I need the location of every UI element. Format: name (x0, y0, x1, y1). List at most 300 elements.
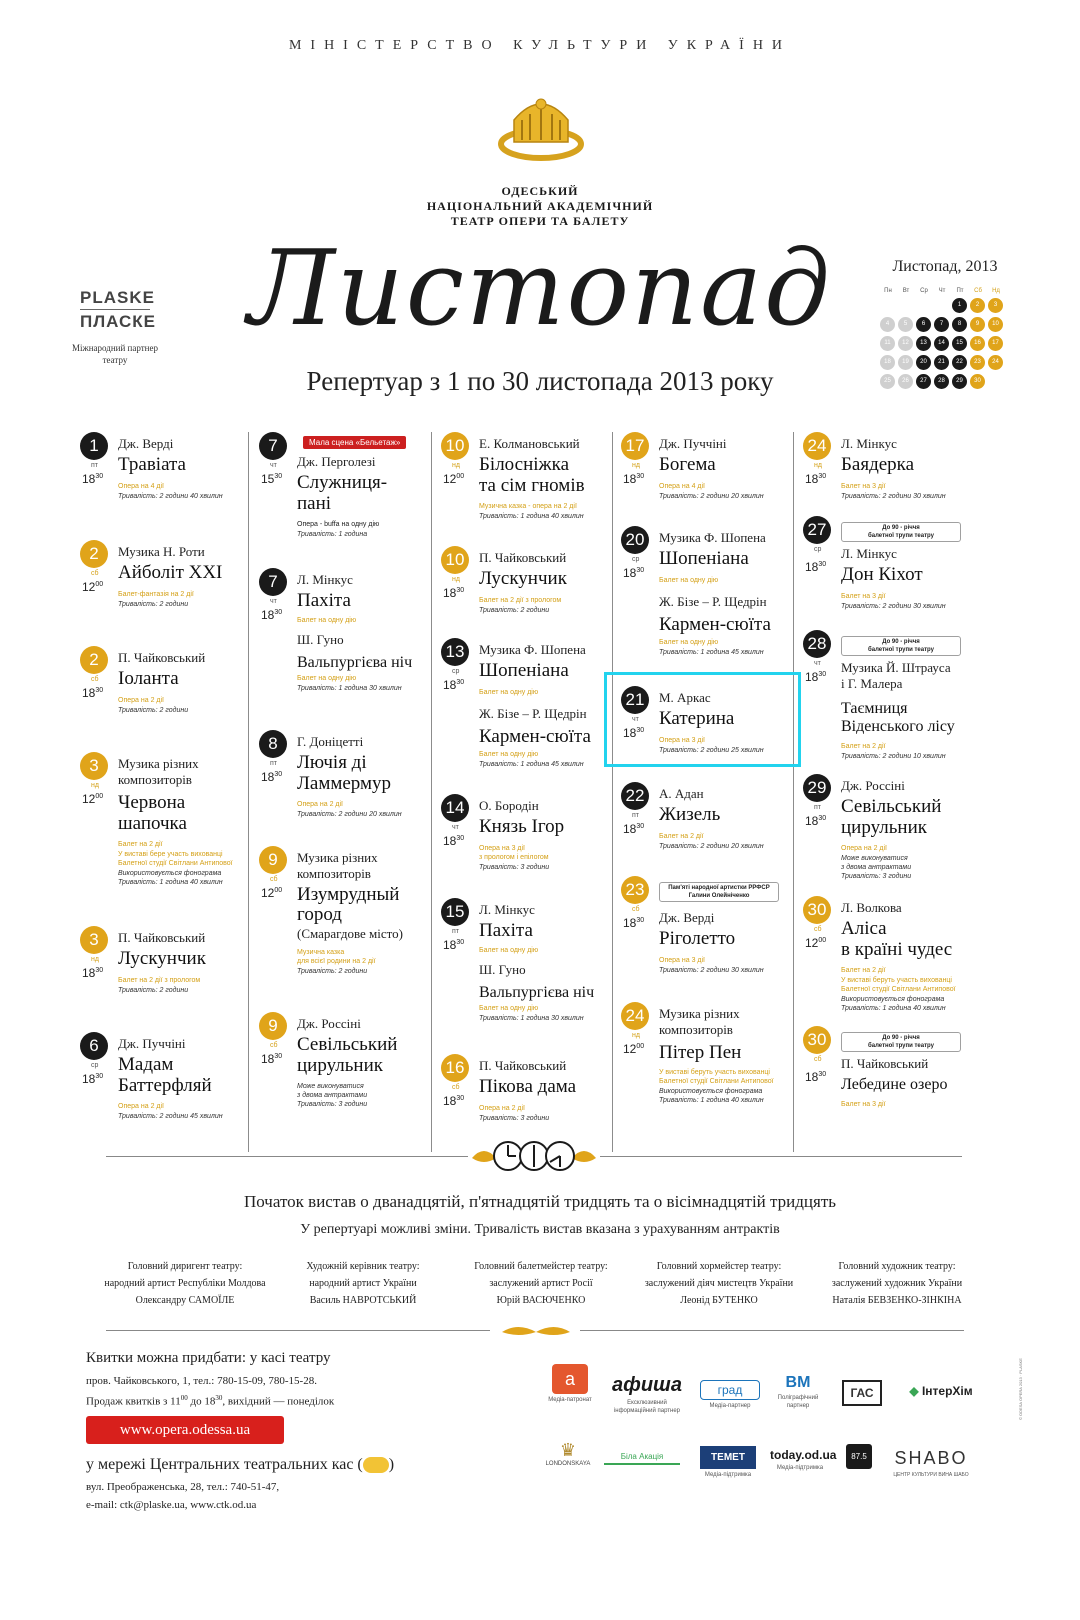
duration: Тривалість: 1 година 40 хвилин (841, 1005, 946, 1012)
composer: О. Бородін (479, 798, 539, 813)
genre: Опера на 3 дії (659, 957, 705, 964)
date-badge: 10 (441, 432, 469, 460)
sponsor-bila-akatsiya-logo: Біла Акація (604, 1452, 680, 1465)
duration: Тривалість: 2 години 30 хвилин (841, 603, 946, 610)
start-time: $12^{00}$ (261, 886, 283, 900)
performance-title: Катерина (659, 708, 735, 729)
start-time: $18^{30}$ (805, 1070, 827, 1084)
month-title: Листопад (247, 227, 833, 349)
date-badge: 23 (621, 876, 649, 904)
performance-title: Пітер Пен (659, 1042, 742, 1063)
sponsor-today-logo: today.od.ua Медіа-підтримка (770, 1448, 837, 1471)
performance-title: Айболіт ХХІ (118, 562, 223, 583)
composer: Дж. Пуччіні (659, 436, 727, 451)
calendar-weekday: Пт (956, 288, 964, 294)
weekday-label: ср (814, 546, 822, 553)
date-badge: 30 (803, 1026, 831, 1054)
ticket-title: Квитки можна придбати: у касі театру (86, 1350, 331, 1366)
start-time: $18^{30}$ (261, 608, 283, 622)
plaske-logo (80, 287, 156, 332)
duration: Тривалість: 2 години (479, 607, 550, 614)
genre: Балет на одну дію (659, 639, 719, 646)
calendar-day: 9 (970, 317, 985, 332)
duration: Тривалість: 2 години (118, 707, 189, 714)
date-badge: 7 (259, 432, 287, 460)
start-time: $18^{30}$ (623, 822, 645, 836)
calendar-day: 8 (952, 317, 967, 332)
composer: Л. Мінкус (841, 546, 897, 561)
date-badge: 2 (80, 540, 108, 568)
start-time: $18^{30}$ (805, 472, 827, 486)
start-times-note: Початок вистав о дванадцятій, п'ятнадцятій тридцять та о вісімнадцятій тридцять (243, 1192, 837, 1211)
note: Балетної студії Світлани Антипової (118, 860, 233, 867)
start-time: $18^{30}$ (82, 966, 104, 980)
duration: Тривалість: 2 години (297, 968, 368, 975)
theatre-name-line3: ТЕАТР ОПЕРИ ТА БАЛЕТУ (450, 214, 630, 228)
composer: Дж. Россіні (297, 1016, 361, 1031)
start-time: $18^{30}$ (443, 834, 465, 848)
calendar-day: 21 (934, 355, 949, 370)
performance-title: Дон Кіхот (841, 564, 923, 585)
note: з двома антрактами (841, 864, 912, 871)
performance-title: Пахіта (479, 920, 533, 941)
note: Балетної студії Світлани Антипової (841, 986, 956, 993)
calendar-day: 18 (880, 355, 895, 370)
weekday-label: пт (270, 760, 277, 767)
ticket-network-title: у мережі Центральних театральних кас ( ) (86, 1456, 395, 1473)
performance-title-line2: Віденського лісу (841, 718, 955, 735)
schedule-column-2 (259, 432, 439, 1172)
date-badge: 22 (621, 782, 649, 810)
performance-title: Шопеніана (479, 660, 569, 681)
calendar-day: 13 (916, 336, 931, 351)
composer: П. Чайковський (479, 550, 567, 565)
composer-line2: і Г. Малера (841, 676, 903, 691)
composer: Л. Мінкус (479, 902, 535, 917)
genre: Балет на 3 дії (841, 593, 886, 600)
ticket-info (86, 1350, 526, 1411)
performance-title: Лебедине озеро (841, 1076, 948, 1093)
date-badge: 9 (259, 846, 287, 874)
performance-title-line2: пані (297, 493, 332, 514)
calendar-weekday: Ср (920, 288, 928, 294)
genre: Опера на 2 дії (479, 1105, 525, 1112)
performance-title: Севільський (841, 796, 942, 817)
genre: Музична казка - опера на 2 дії (479, 503, 577, 510)
calendar-day: 2 (970, 298, 985, 313)
genre: Балет на одну дію (479, 947, 539, 954)
note: Може виконуватися (841, 855, 908, 862)
weekday-label: сб (270, 876, 278, 883)
duration: Тривалість: 3 години (297, 1101, 368, 1108)
genre: Балет-фантазія на 2 дії (118, 591, 194, 598)
weekday-label: нд (452, 462, 460, 469)
duration: Тривалість: 2 години 25 хвилин (659, 747, 764, 754)
calendar-day: 30 (970, 374, 985, 389)
weekday-label: сб (91, 570, 99, 577)
plaske-logo-latin: PLASKE (80, 288, 155, 307)
date-badge: 21 (621, 686, 649, 714)
start-time: $18^{30}$ (623, 916, 645, 930)
theatre-name (0, 184, 1080, 229)
duration: Тривалість: 2 години (118, 601, 189, 608)
sponsor-radio-logo: 87.5 (846, 1444, 872, 1469)
composer: Ш. Гуно (297, 632, 344, 647)
schedule-column-3 (441, 432, 621, 1172)
calendar-day: 4 (880, 317, 895, 332)
duration: Тривалість: 1 година 45 хвилин (479, 761, 584, 768)
calendar-grid (880, 288, 1010, 389)
start-time: $15^{30}$ (261, 472, 283, 486)
calendar-day: 3 (988, 298, 1003, 313)
date-badge: 30 (803, 896, 831, 924)
genre: Опера - buffa на одну дію (297, 521, 380, 528)
start-time: $12^{00}$ (82, 580, 104, 594)
performance-title: Севільський (297, 1034, 398, 1055)
date-badge: 16 (441, 1054, 469, 1082)
ticket-network-email[interactable]: e-mail: ctk@plaske.ua, www.ctk.od.ua (86, 1499, 257, 1511)
performance-title: Лючія ді (297, 752, 367, 773)
sponsor-gas-logo: ГАС (842, 1380, 882, 1406)
performance-title-line2: цирульник (297, 1055, 383, 1076)
performance-title: Служниця- (297, 472, 388, 493)
plaske-logo-cyrillic: ПЛАСКЕ (80, 312, 156, 331)
composer-line2: композиторів (118, 772, 192, 787)
performance-title: Жизель (659, 804, 721, 825)
date-badge: 20 (621, 526, 649, 554)
duration: Тривалість: 2 години 30 хвилин (659, 967, 764, 974)
duration: Тривалість: 3 години (841, 873, 912, 880)
genre: Балет на 2 дії (841, 743, 886, 750)
performance-title: Ріголетто (659, 928, 736, 949)
weekday-label: сб (632, 906, 640, 913)
composer: Дж. Пуччіні (118, 1036, 186, 1051)
weekday-label: пт (814, 804, 821, 811)
composer: Л. Мінкус (841, 436, 897, 451)
genre: Опера на 2 дії (841, 845, 887, 852)
composer: Е. Колмановський (479, 436, 580, 451)
date-badge: 14 (441, 794, 469, 822)
sponsor-shabo-logo: SHABO ЦЕНТР КУЛЬТУРИ ВИНА ШАБО (893, 1448, 969, 1478)
weekday-label: чт (632, 716, 639, 723)
theatre-emblem (496, 86, 586, 168)
weekday-label: сб (452, 1084, 460, 1091)
duration: Тривалість: 2 години 20 хвилин (659, 843, 764, 850)
dedication-tag: Пам'яті народної артистки РРФСР Галини Олейніченко (659, 882, 779, 902)
performance-title: Вальпургієва ніч (479, 984, 595, 1001)
calendar-weekday: Нд (992, 288, 1000, 294)
weekday-label: сб (270, 1042, 278, 1049)
sponsor-temet-logo: ТЕМЕТ Медіа-підтримка (700, 1446, 756, 1479)
start-time: $18^{30}$ (82, 472, 104, 486)
sponsor-afisha-logo: афиша Ексклюзивний інформаційний партнер (612, 1374, 682, 1414)
duration: Тривалість: 3 години (479, 1115, 550, 1122)
note: У виставі бере участь вихованці (118, 851, 223, 858)
note: Використовується фонограма (841, 996, 945, 1003)
date-badge: 13 (441, 638, 469, 666)
calendar-weekday: Сб (974, 288, 982, 294)
calendar-day: 22 (952, 355, 967, 370)
performance-title: Изумрудный (297, 884, 400, 905)
start-time: $18^{30}$ (623, 726, 645, 740)
weekday-label: чт (270, 598, 277, 605)
sponsor-interhim-logo: ◆ ІнтерХім (909, 1384, 973, 1398)
duration: Тривалість: 1 година (297, 531, 368, 538)
composer: Ж. Бізе – Р. Щедрін (479, 706, 587, 721)
duration: Тривалість: 2 години (118, 987, 189, 994)
calendar-day: 15 (952, 336, 967, 351)
calendar-day: 6 (916, 317, 931, 332)
performance-title-line2: Баттерфляй (118, 1075, 212, 1096)
duration: Тривалість: 2 години 30 хвилин (841, 493, 946, 500)
weekday-label: ср (452, 668, 460, 675)
anniversary-tag: До 90 - річчя балетної трупи театру (841, 636, 961, 656)
date-badge: 2 (80, 646, 108, 674)
staff-credit: Художній керівник театру: народний артист України Василь НАВРОТСЬКИЙ (306, 1261, 420, 1306)
duration: Тривалість: 1 година 40 хвилин (118, 879, 223, 886)
date-badge: 10 (441, 546, 469, 574)
duration: Тривалість: 1 година 40 хвилин (659, 1097, 764, 1104)
sponsor-vm-logo: ВМ Поліграфічний партнер (777, 1374, 819, 1409)
weekday-label: нд (814, 462, 822, 469)
theatre-name-line2: НАЦІОНАЛЬНИЙ АКАДЕМІЧНИЙ (426, 199, 654, 213)
performance-title: Кармен-сюїта (479, 726, 591, 747)
genre: Опера на 4 дії (118, 483, 164, 490)
genre: Балет на 2 дії (841, 967, 886, 974)
duration: Тривалість: 1 година 30 хвилин (479, 1015, 584, 1022)
calendar-day (880, 298, 895, 313)
weekday-label: пт (452, 928, 459, 935)
genre: Балет на одну дію (659, 577, 719, 584)
performance-title: Пікова дама (479, 1076, 577, 1097)
genre: Балет на одну дію (479, 1005, 539, 1012)
calendar-day: 5 (898, 317, 913, 332)
start-time: $18^{30}$ (623, 472, 645, 486)
start-time: $18^{30}$ (443, 586, 465, 600)
start-time: $12^{00}$ (805, 936, 827, 950)
repertoire-subtitle: Репертуар з 1 по 30 листопада 2013 року (306, 366, 774, 396)
start-time: $18^{30}$ (623, 566, 645, 580)
staff-credit: Головний художник театру: заслужений художник України Наталія БЕВЗЕНКО-ЗІНКІНА (831, 1261, 963, 1306)
calendar-day: 26 (898, 374, 913, 389)
date-badge: 9 (259, 1012, 287, 1040)
calendar-day (916, 298, 931, 313)
genre: Балет на 2 дії (659, 833, 704, 840)
performance-title-line2: Ламмермур (297, 773, 392, 794)
month-calendar (880, 258, 1010, 389)
calendar-day: 7 (934, 317, 949, 332)
print-info: © ODESA OPERA 2013 · PLASKE (1018, 1358, 1023, 1420)
anniversary-tag: До 90 - річчя балетної трупи театру (841, 522, 961, 542)
sponsor-londonskaya-logo: ♛ LONDONSKAYA (545, 1440, 591, 1467)
calendar-day: 20 (916, 355, 931, 370)
duration: Тривалість: 2 години 45 хвилин (118, 1113, 223, 1120)
venue-tag: Мала сцена «Бельетаж» (303, 436, 406, 449)
calendar-day: 1 (952, 298, 967, 313)
calendar-day: 24 (988, 355, 1003, 370)
calendar-day (898, 298, 913, 313)
calendar-weekday: Чт (938, 288, 946, 294)
schedule-column-5 (803, 432, 983, 1172)
date-badge: 29 (803, 774, 831, 802)
note: Балетної студії Світлани Антипової (659, 1078, 774, 1085)
sponsor-a-logo: a Медіа-патронат (540, 1364, 600, 1404)
weekday-label: ср (632, 556, 640, 563)
note: Може виконуватися (297, 1083, 364, 1090)
partner-caption: Міжнародний партнер театру (72, 343, 158, 365)
date-badge: 27 (803, 516, 831, 544)
calendar-day: 10 (988, 317, 1003, 332)
performance-title: Червона (118, 792, 186, 813)
composer: Дж. Верді (659, 910, 715, 925)
start-time: $18^{30}$ (261, 1052, 283, 1066)
divider-left (106, 1156, 468, 1157)
date-badge: 24 (621, 1002, 649, 1030)
genre: Балет на одну дію (479, 689, 539, 696)
performance-title: Мадам (118, 1054, 174, 1075)
start-time: $18^{30}$ (805, 814, 827, 828)
performance-title: Травіата (118, 454, 186, 475)
weekday-label: чт (270, 462, 277, 469)
anniversary-tag: До 90 - річчя балетної трупи театру (841, 1032, 961, 1052)
performance-title: Богема (659, 454, 716, 475)
website-link[interactable]: www.opera.odessa.ua (86, 1416, 284, 1444)
genre-line2: з прологом і епілогом (479, 854, 549, 861)
performance-title: Шопеніана (659, 548, 749, 569)
duration: Тривалість: 2 години 40 хвилин (118, 493, 223, 500)
calendar-title: Листопад, 2013 (892, 258, 998, 275)
divider-right (580, 1330, 964, 1331)
performance-title: Кармен-сюїта (659, 614, 771, 635)
genre: Музична казка (297, 949, 345, 956)
duration: Тривалість: 1 година 30 хвилин (297, 685, 402, 692)
duration: Тривалість: 2 години 20 хвилин (659, 493, 764, 500)
genre: Балет на 2 дії з прологом (479, 597, 562, 604)
date-badge: 3 (80, 752, 108, 780)
calendar-day: 12 (898, 336, 913, 351)
note: У виставі беруть участь вихованці (659, 1069, 770, 1076)
weekday-label: сб (814, 1056, 822, 1063)
selected-event-highlight (604, 672, 801, 767)
composer: Г. Доніцетті (297, 734, 364, 749)
performance-title: Баядерка (841, 454, 915, 475)
performance-title: Вальпургієва ніч (297, 654, 413, 671)
note: У виставі беруть участь вихованці (841, 977, 952, 984)
start-time: $18^{30}$ (443, 1094, 465, 1108)
schedule-column-1 (80, 432, 260, 1172)
composer: Л. Волкова (841, 900, 902, 915)
composer: Дж. Перголезі (297, 454, 376, 469)
composer: Ш. Гуно (479, 962, 526, 977)
performance-title-line2: та сім гномів (479, 475, 585, 496)
note: Використовується фонограма (659, 1088, 763, 1095)
calendar-weekday: Вт (902, 288, 910, 294)
divider-left (106, 1330, 490, 1331)
weekday-label: пт (632, 812, 639, 819)
composer: Музика Ф. Шопена (659, 530, 766, 545)
start-time: $18^{30}$ (82, 686, 104, 700)
calendar-day: 28 (934, 374, 949, 389)
composer-line2: композиторів (297, 866, 371, 881)
weekday-label: нд (91, 956, 99, 963)
calendar-day: 25 (880, 374, 895, 389)
duration: Тривалість: 1 година 45 хвилин (659, 649, 764, 656)
crown-ornament (498, 1320, 574, 1340)
start-time: $18^{30}$ (82, 1072, 104, 1086)
weekday-label: сб (814, 926, 822, 933)
start-time: $12^{00}$ (623, 1042, 645, 1056)
composer: Музика Ф. Шопена (479, 642, 586, 657)
performance-subtitle: (Смарагдове місто) (297, 926, 404, 941)
start-time: $12^{00}$ (82, 792, 104, 806)
weekday-label: чт (452, 824, 459, 831)
genre: Опера на 2 дії (118, 1103, 164, 1110)
date-badge: 28 (803, 630, 831, 658)
clocks-ornament (470, 1136, 598, 1176)
date-badge: 24 (803, 432, 831, 460)
performance-title: Пахіта (297, 590, 351, 611)
genre: Балет на 3 дії (841, 1101, 886, 1108)
composer: Дж. Россіні (841, 778, 905, 793)
performance-title: Лускунчик (479, 568, 567, 589)
performance-title: Іоланта (118, 668, 179, 689)
duration: Тривалість: 1 година 40 хвилин (479, 513, 584, 520)
genre: Балет на 3 дії (841, 483, 886, 490)
weekday-label: сб (91, 676, 99, 683)
composer: П. Чайковський (118, 650, 206, 665)
performance-title: Білосніжка (479, 454, 570, 475)
date-badge: 15 (441, 898, 469, 926)
note: Використовується фонограма (118, 870, 222, 877)
genre: Балет на 2 дії з прологом (118, 977, 201, 984)
staff-credit: Головний балетмейстер театру: заслужений артист Росії Юрій ВАСЮЧЕНКО (474, 1261, 608, 1306)
performance-title: Таємниця (841, 700, 908, 717)
date-badge: 7 (259, 568, 287, 596)
performance-title-line2: шапочка (118, 813, 187, 834)
calendar-day: 17 (988, 336, 1003, 351)
staff-credit: Головний диригент театру: народний артист Республіки Молдова Олександру САМОЇЛЕ (104, 1261, 266, 1306)
genre: Балет на 2 дії (118, 841, 163, 848)
genre: Опера на 2 дії (297, 801, 343, 808)
genre: Балет на одну дію (297, 675, 357, 682)
calendar-weekday: Пн (884, 288, 892, 294)
ticket-address: пров. Чайковського, 1, тел.: 780-15-09, 780-15-28. Продаж квитків з $11^{00}$ до $18^{30}$, вихідний — понеділок (86, 1373, 526, 1411)
genre: Балет на одну дію (479, 751, 539, 758)
calendar-day: 29 (952, 374, 967, 389)
ticket-network-address: вул. Преображенська, 28, тел.: 740-51-47, (86, 1481, 280, 1493)
start-time: $18^{30}$ (805, 670, 827, 684)
performance-title: Аліса (841, 918, 887, 939)
sponsor-grad-logo: град Медіа-партнер (700, 1380, 760, 1410)
date-badge: 3 (80, 926, 108, 954)
ticket-network-info (86, 1456, 526, 1514)
weekday-label: ср (91, 1062, 99, 1069)
calendar-day: 14 (934, 336, 949, 351)
duration: Тривалість: 3 години (479, 864, 550, 871)
performance-title: Князь Ігор (479, 816, 565, 837)
divider-right (600, 1156, 962, 1157)
composer: Л. Мінкус (297, 572, 353, 587)
composer: Музика різних (659, 1006, 740, 1021)
staff-credit: Головний хормейстер театру: заслужений діяч мистецтв України Леонід БУТЕНКО (644, 1261, 794, 1306)
composer: П. Чайковський (841, 1056, 929, 1071)
genre: Опера на 4 дії (659, 483, 705, 490)
changes-note: У репертуарі можливі зміни. Тривалість вистав вказана з урахуванням антрактів (300, 1222, 780, 1237)
weekday-label: нд (632, 1032, 640, 1039)
genre: Опера на 2 дії (118, 697, 164, 704)
composer: Ж. Бізе – Р. Щедрін (659, 594, 767, 609)
calendar-day: 19 (898, 355, 913, 370)
